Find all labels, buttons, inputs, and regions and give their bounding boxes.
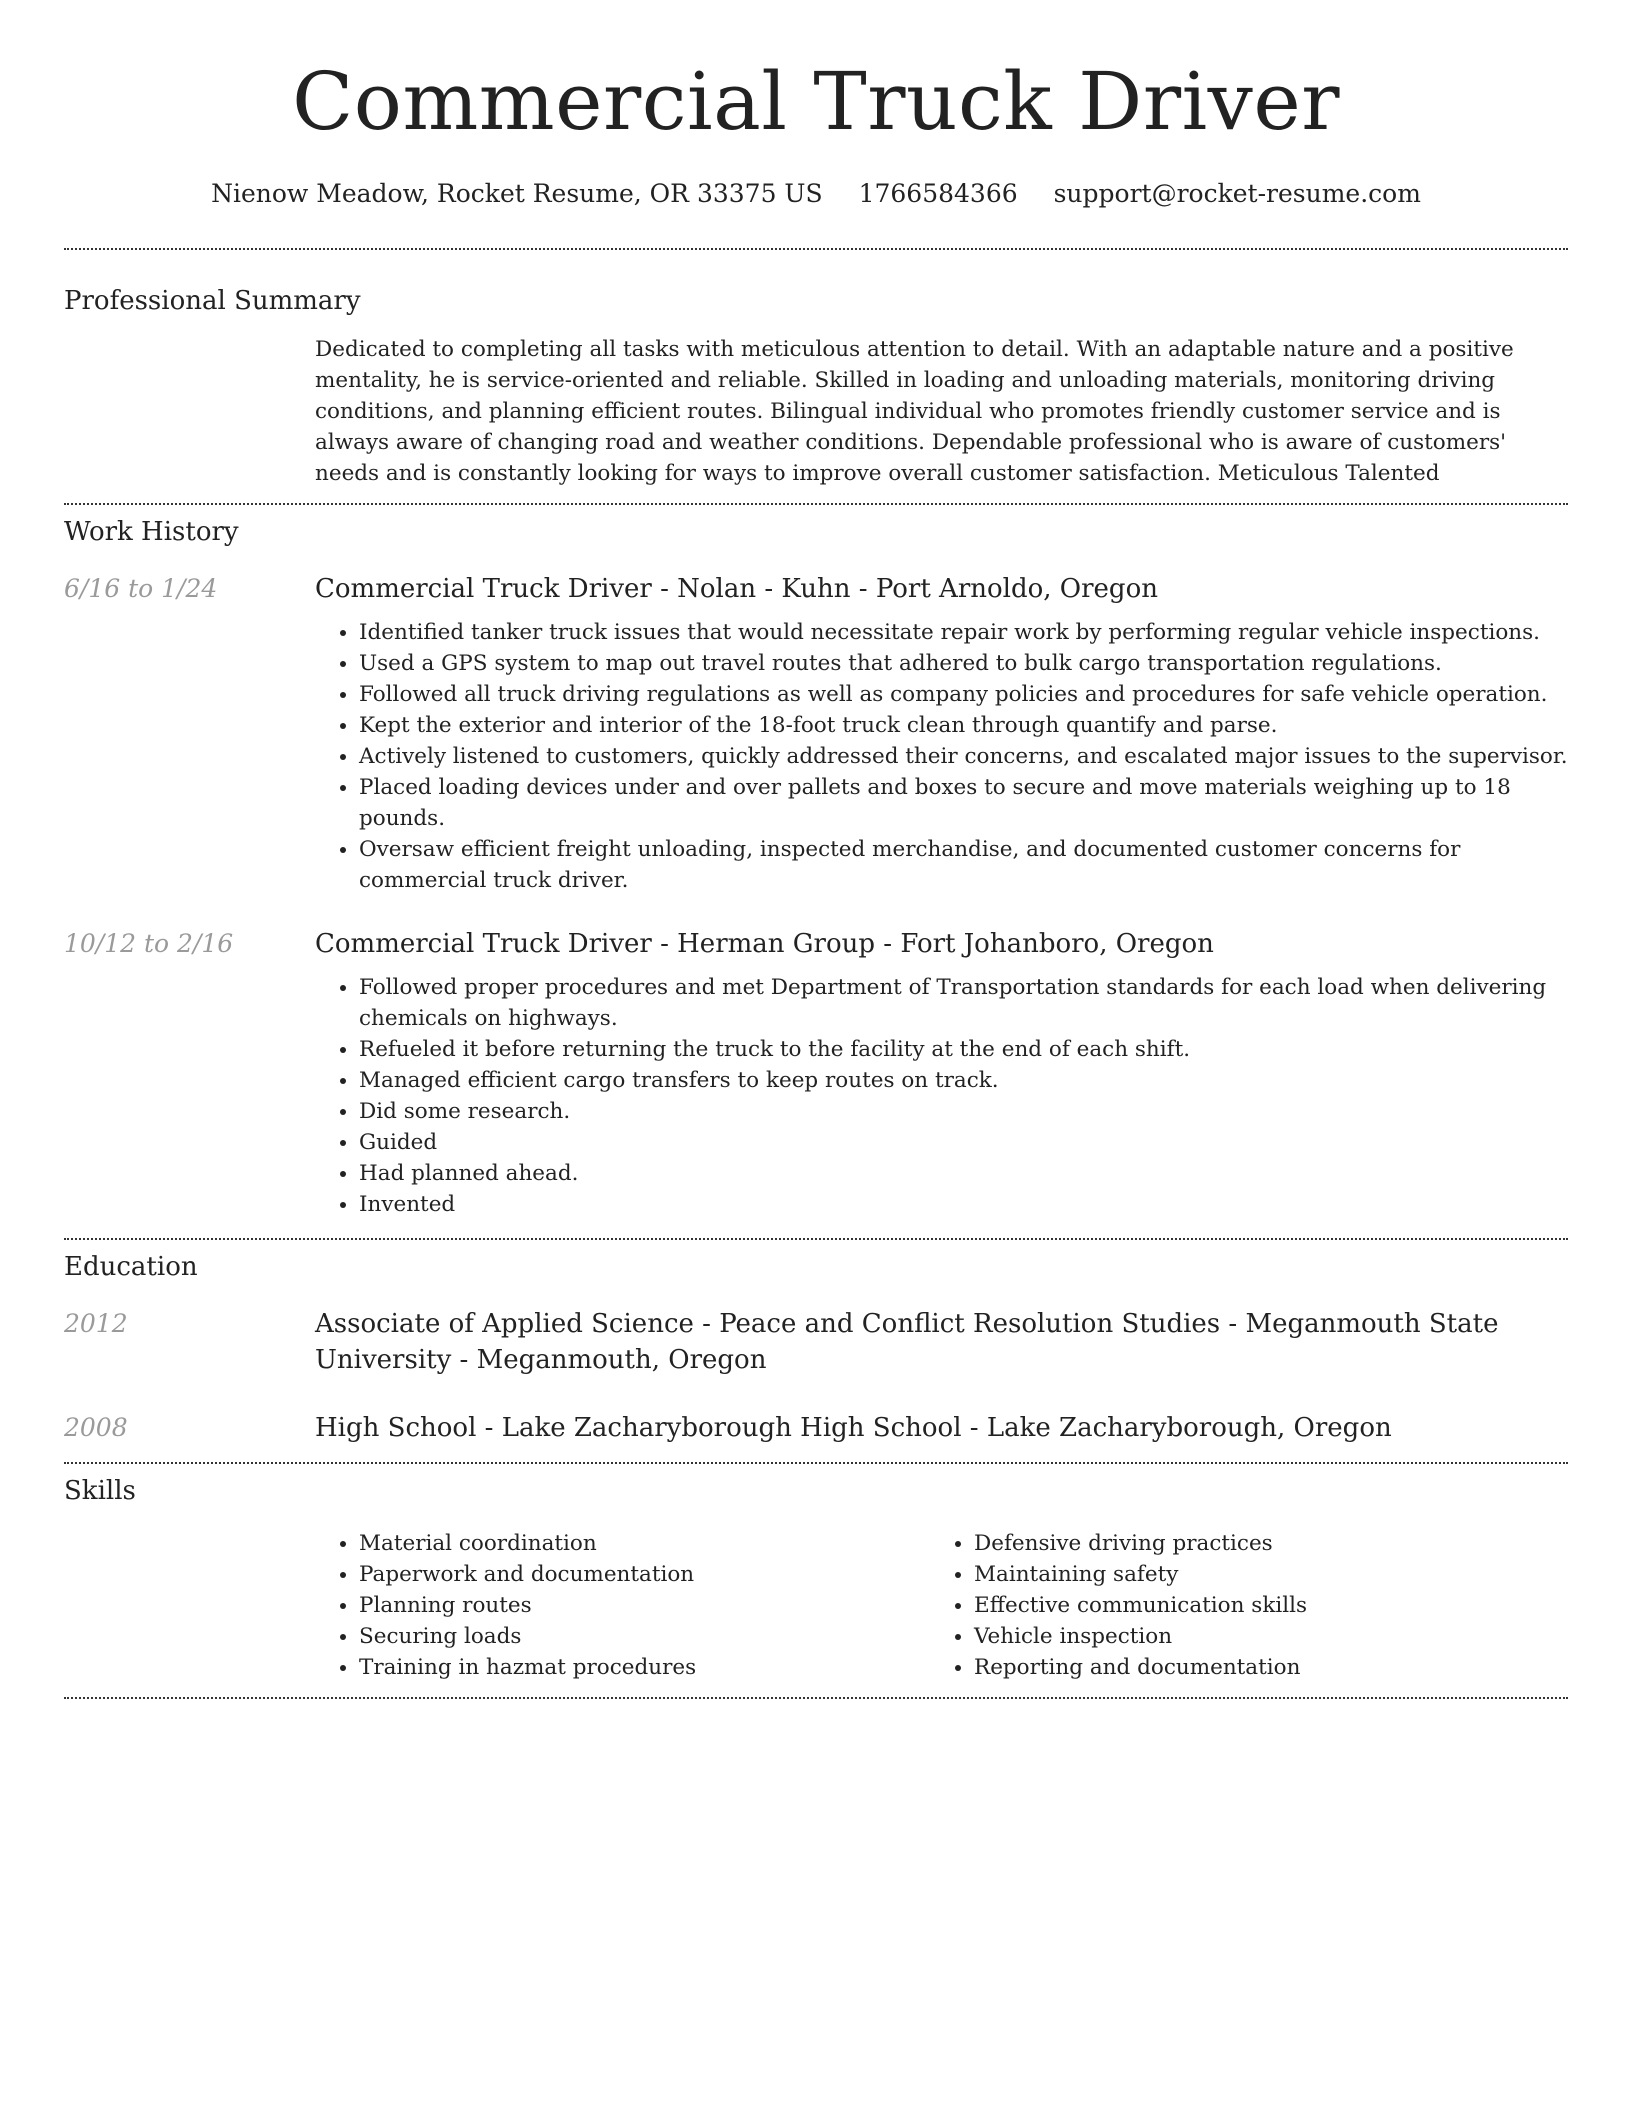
contact-line	[64, 176, 1568, 212]
summary-title: Professional Summary	[64, 286, 361, 316]
education-entry	[64, 1410, 1568, 1446]
section-divider	[64, 1697, 1568, 1699]
skills-section	[64, 1464, 1568, 1683]
job-heading: Commercial Truck Driver - Herman Group - Fort Johanboro, Oregon	[315, 929, 1214, 959]
contact-phone: 1766584366	[858, 179, 1018, 208]
contact-email: support@rocket-resume.com	[1053, 179, 1421, 208]
skill-item: • Effective communication skills	[974, 1590, 1545, 1621]
job-bullet: • Refueled it before returning the truck to the facility at the end of each shift.	[359, 1034, 1568, 1065]
job-bullet: • Kept the exterior and interior of the 18-foot truck clean through quantify and parse.	[359, 710, 1568, 741]
job-bullet: • Identified tanker truck issues that would necessitate repair work by performing regular vehicle inspections.	[359, 617, 1568, 648]
job-bullet: • Used a GPS system to map out travel routes that adhered to bulk cargo transportation regulations.	[359, 648, 1568, 679]
job-bullet: • Had planned ahead.	[359, 1158, 1568, 1189]
job-bullet: • Did some research.	[359, 1096, 1568, 1127]
skill-item: • Vehicle inspection	[974, 1621, 1545, 1652]
summary-section	[64, 250, 1568, 489]
job-bullet: • Followed all truck driving regulations as well as company policies and procedures for safe vehicle operation.	[359, 679, 1568, 710]
job-heading: Commercial Truck Driver - Nolan - Kuhn - Port Arnoldo, Oregon	[315, 574, 1158, 604]
job-dates: 6/16 to 1/24	[64, 574, 218, 603]
job-bullet: • Oversaw efficient freight unloading, inspected merchandise, and documented customer concerns for commercial truck driver.	[359, 834, 1568, 896]
job-content	[315, 926, 1568, 1220]
job-bullet: • Managed efficient cargo transfers to keep routes on track.	[359, 1065, 1568, 1096]
job-bullet: • Followed proper procedures and met Department of Transportation standards for each load when delivering chemicals on highways.	[359, 972, 1568, 1034]
skill-item: • Training in hazmat procedures	[359, 1652, 930, 1683]
work-section	[64, 505, 1568, 1220]
education-heading: High School - Lake Zacharyborough High School - Lake Zacharyborough, Oregon	[315, 1413, 1392, 1443]
summary-text: Dedicated to completing all tasks with meticulous attention to detail. With an adaptable nature and a positive mentality, he is service-oriented and reliable. Skilled in loading and unloading materials, monitoring driving conditions, and planning efficient routes. Bilingual individual who promotes friendly customer service and is always aware of changing road and weather conditions. Dependable professional who is aware of customers' needs and is constantly looking for ways to improve overall customer satisfaction. Meticulous Talented	[315, 337, 1514, 486]
job-entry	[64, 926, 1568, 1220]
skills-list-right	[930, 1528, 1545, 1683]
work-title: Work History	[64, 517, 239, 547]
education-title: Education	[64, 1252, 198, 1282]
skills-columns	[315, 1528, 1568, 1683]
job-bullet: • Actively listened to customers, quickly addressed their concerns, and escalated major issues to the supervisor.	[359, 741, 1568, 772]
education-year: 2012	[64, 1309, 128, 1338]
skills-title: Skills	[64, 1476, 136, 1506]
education-section	[64, 1240, 1568, 1446]
education-entry	[64, 1306, 1568, 1378]
skill-item: • Defensive driving practices	[974, 1528, 1545, 1559]
job-bullet: • Placed loading devices under and over pallets and boxes to secure and move materials weighing up to 18 pounds.	[359, 772, 1568, 834]
education-heading: Associate of Applied Science - Peace and Conflict Resolution Studies - Meganmouth State University - Meganmouth, Oregon	[315, 1309, 1499, 1375]
job-bullet: • Invented	[359, 1189, 1568, 1220]
contact-address: Nienow Meadow, Rocket Resume, OR 33375 US	[211, 179, 823, 208]
skill-item: • Paperwork and documentation	[359, 1559, 930, 1590]
education-year: 2008	[64, 1413, 128, 1442]
skills-list-left	[315, 1528, 930, 1683]
resume-name: Commercial Truck Driver	[292, 55, 1340, 148]
skill-item: • Material coordination	[359, 1528, 930, 1559]
skill-item: • Reporting and documentation	[974, 1652, 1545, 1683]
job-entry	[64, 571, 1568, 896]
skill-item: • Planning routes	[359, 1590, 930, 1621]
job-bullets	[315, 972, 1568, 1220]
skills-row	[64, 1528, 1568, 1683]
skill-item: • Maintaining safety	[974, 1559, 1545, 1590]
skill-item: • Securing loads	[359, 1621, 930, 1652]
summary-row	[64, 334, 1568, 489]
job-bullets	[315, 617, 1568, 896]
job-content	[315, 571, 1568, 896]
job-bullet: • Guided	[359, 1127, 1568, 1158]
job-dates: 10/12 to 2/16	[64, 929, 234, 958]
